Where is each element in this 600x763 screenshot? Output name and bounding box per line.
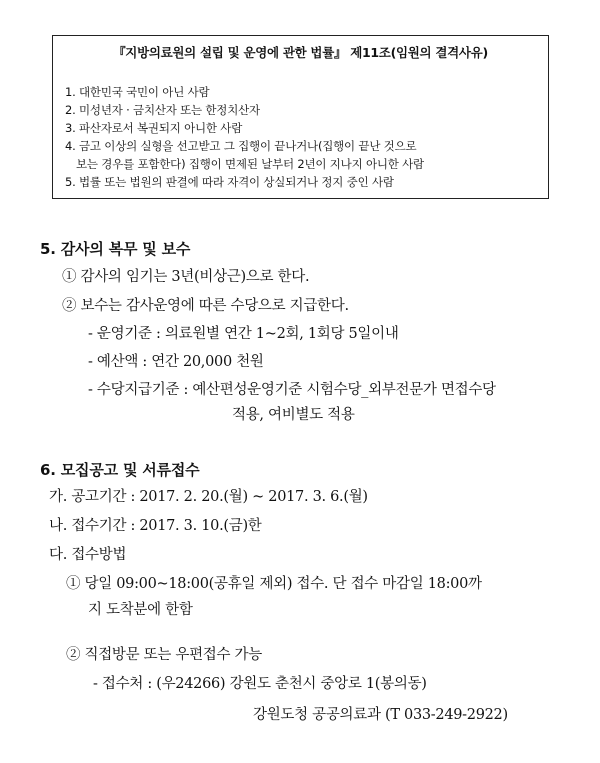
law-item-4-continued: 보는 경우를 포함한다) 집행이 면제된 날부터 2년이 지나지 아니한 사람	[76, 157, 424, 171]
application-period: 나. 접수기간 : 2017. 3. 10.(금)한	[49, 518, 262, 534]
law-excerpt-title: 『지방의료원의 설립 및 운영에 관한 법률』 제11조(임원의 결격사유)	[113, 45, 488, 60]
section5-operation-criteria: - 운영기준 : 의료원별 연간 1~2회, 1회당 5일이내	[88, 326, 399, 342]
application-method-1: ① 당일 09:00~18:00(공휴일 제외) 접수. 단 접수 마감일 18:00까	[66, 576, 482, 592]
notice-period: 가. 공고기간 : 2017. 2. 20.(월) ~ 2017. 3. 6.(월)	[49, 489, 368, 505]
section5-allowance-criteria: - 수당지급기준 : 예산편성운영기준 시험수당_외부전문가 면접수당	[88, 382, 496, 398]
application-method-1-continued: 지 도착분에 한함	[88, 602, 193, 618]
section5-item1: ① 감사의 임기는 3년(비상근)으로 한다.	[62, 269, 310, 285]
law-item-5: 5. 법률 또는 법원의 판결에 따라 자격이 상실되거나 정지 중인 사람	[65, 175, 394, 189]
application-method-2: ② 직접방문 또는 우편접수 가능	[66, 647, 262, 663]
contact-info: 강원도청 공공의료과 (T 033-249-2922)	[253, 707, 508, 723]
law-item-4: 4. 금고 이상의 실형을 선고받고 그 집행이 끝나거나(집행이 끝난 것으로	[65, 139, 417, 153]
law-item-3: 3. 파산자로서 복권되지 아니한 사람	[65, 121, 243, 135]
section6-title: 6. 모집공고 및 서류접수	[40, 461, 200, 479]
application-office: - 접수처 : (우24266) 강원도 춘천시 중앙로 1(봉의동)	[93, 676, 427, 692]
law-excerpt-box	[52, 35, 549, 199]
section5-title: 5. 감사의 복무 및 보수	[40, 240, 191, 258]
section5-budget: - 예산액 : 연간 20,000 천원	[88, 354, 264, 370]
section5-allowance-criteria-continued: 적용, 여비별도 적용	[232, 407, 355, 423]
section5-item2: ② 보수는 감사운영에 따른 수당으로 지급한다.	[62, 298, 349, 314]
law-item-2: 2. 미성년자 · 금치산자 또는 한정치산자	[65, 103, 260, 117]
application-method-heading: 다. 접수방법	[49, 547, 127, 563]
law-item-1: 1. 대한민국 국민이 아닌 사람	[65, 85, 210, 99]
